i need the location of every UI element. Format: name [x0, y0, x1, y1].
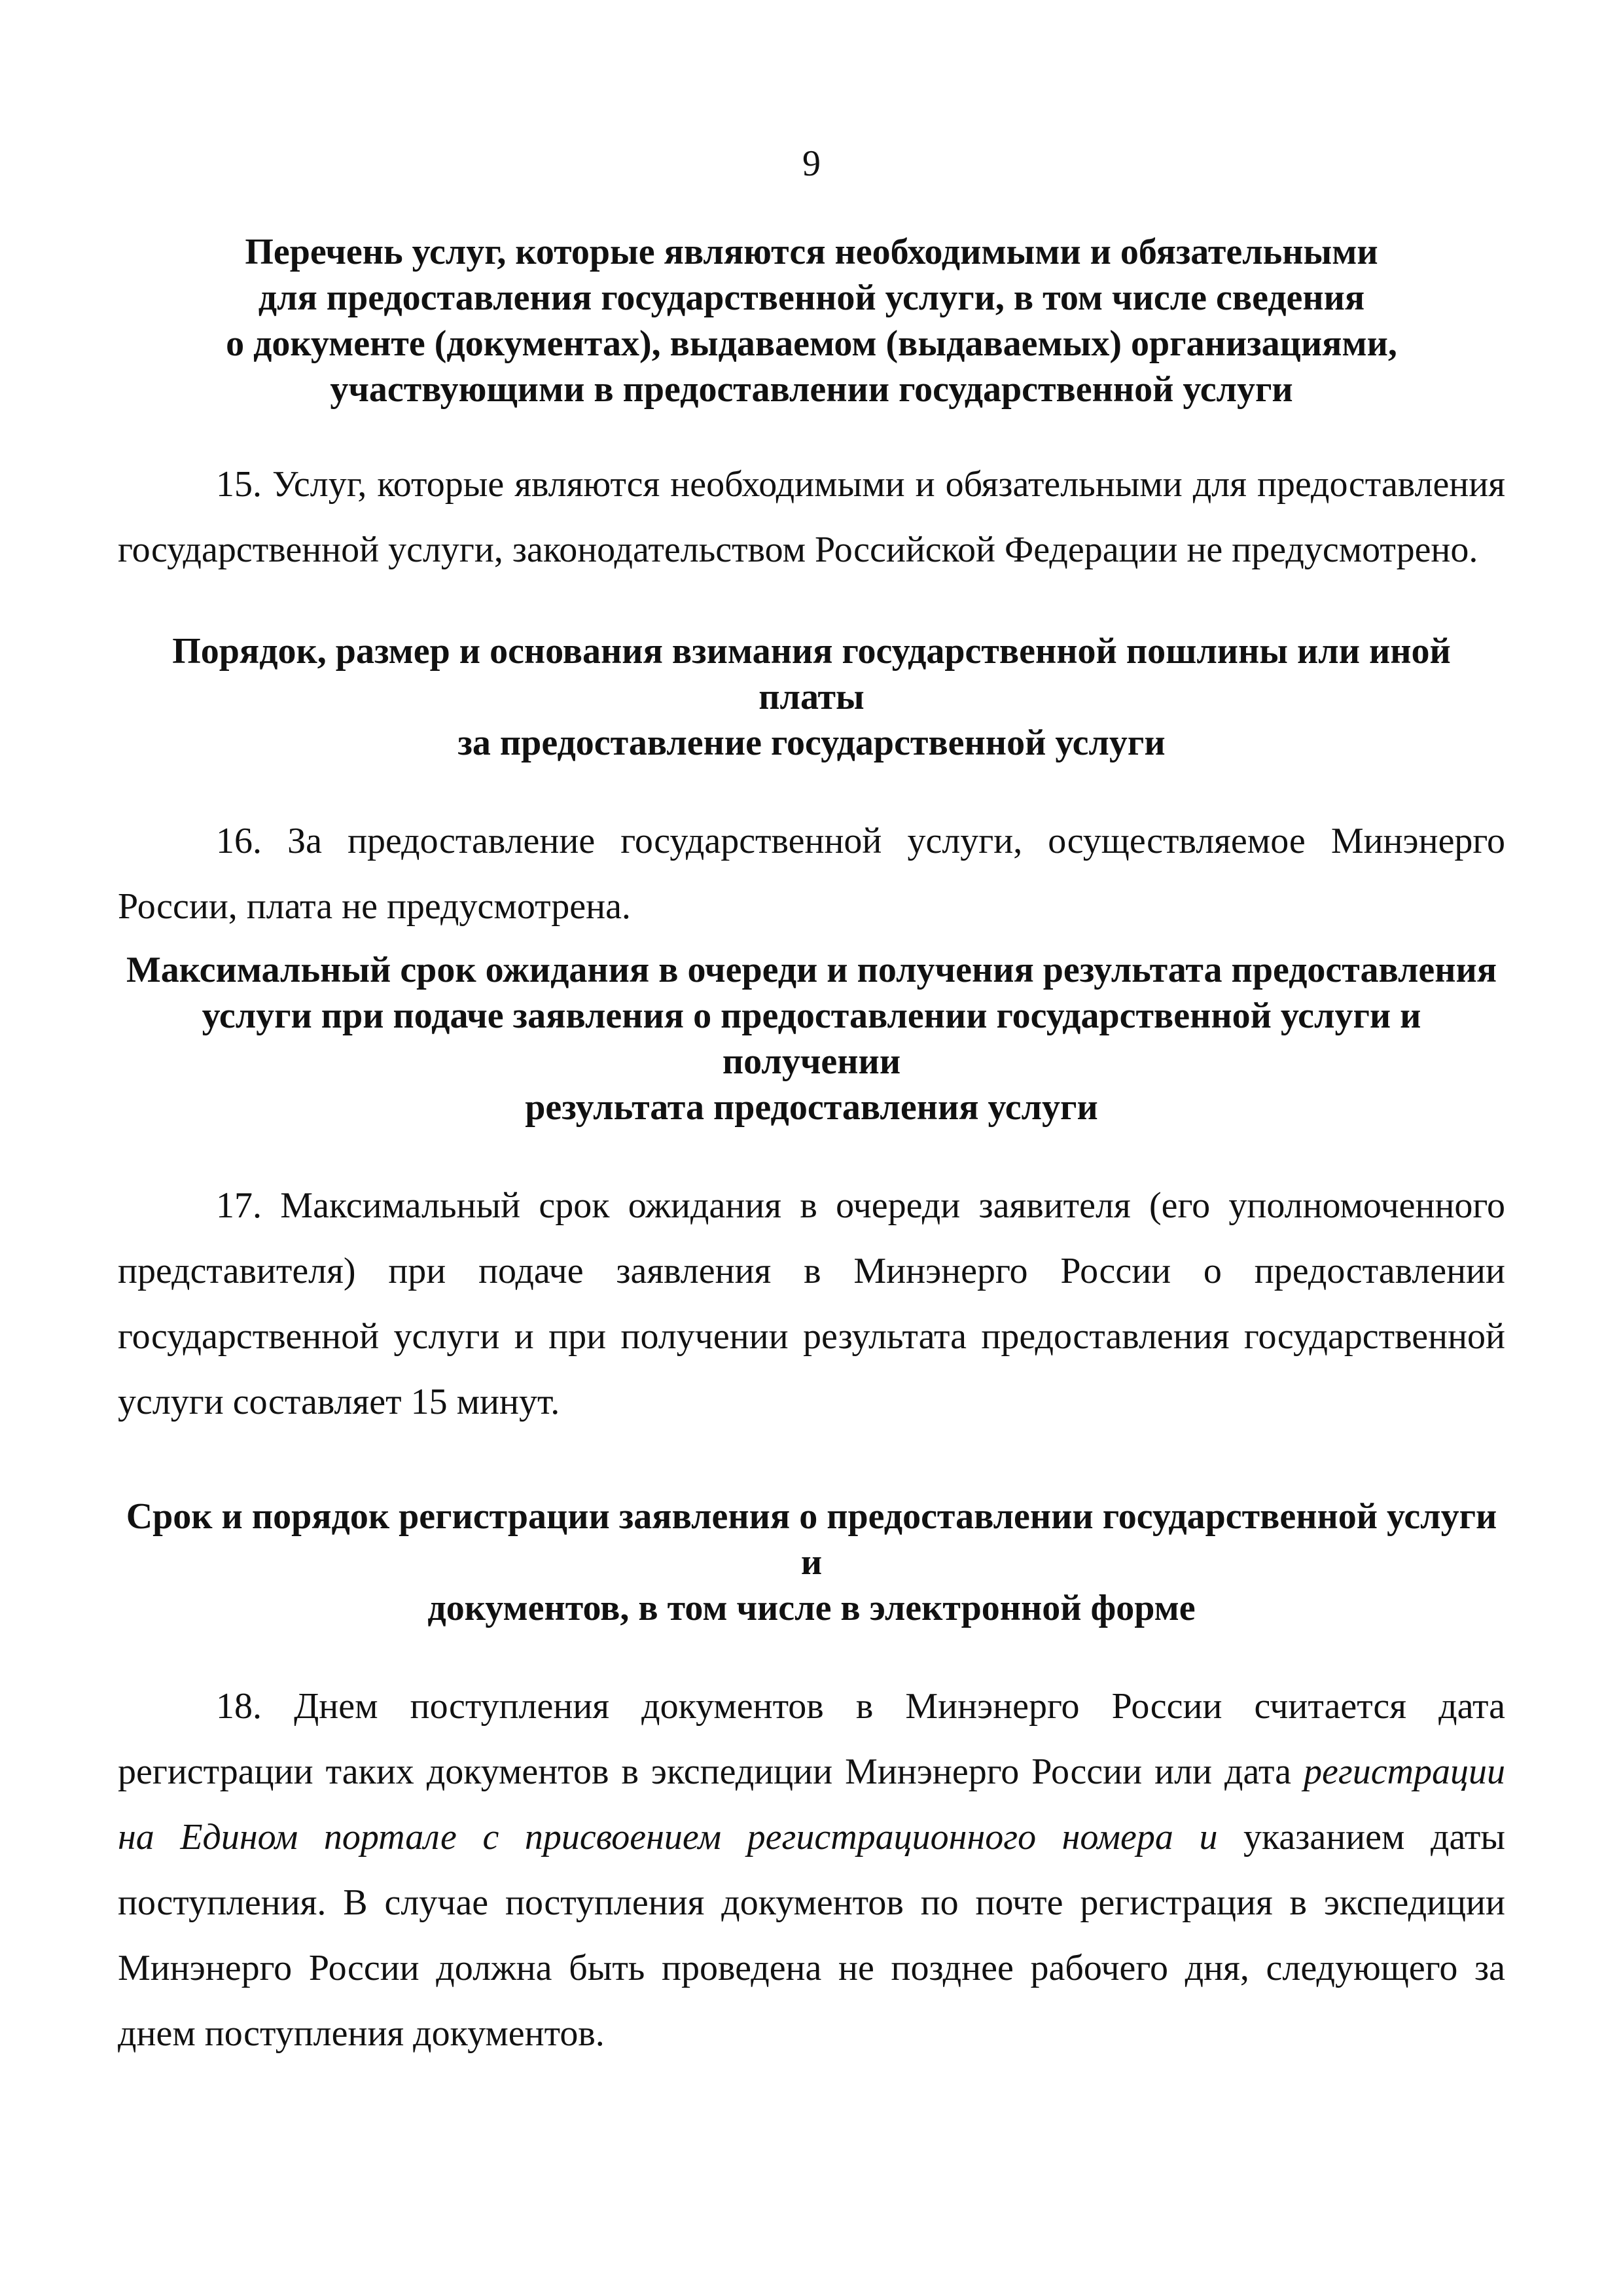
heading-line: за предоставление государственной услуги — [457, 723, 1166, 763]
heading-line: результата предоставления услуги — [525, 1087, 1098, 1128]
heading-line: Срок и порядок регистрации заявления о предоставлении государственной услуги и — [126, 1496, 1497, 1583]
heading-line: участвующими в предоставлении государственной услуги — [330, 369, 1293, 410]
paragraph-15: 15. Услуг, которые являются необходимыми и обязательными для предоставления государственной услуги, законодательством Российской Федерации не предусмотрено. — [118, 464, 1505, 570]
paragraph-18 — [118, 1674, 1505, 2066]
heading-line: о документе (документах), выдаваемом (выдаваемых) организациями, — [226, 323, 1397, 364]
heading-line: Максимальный срок ожидания в очереди и получения результата предоставления — [126, 950, 1497, 990]
section-heading-fee — [118, 628, 1505, 766]
heading-line: Перечень услуг, которые являются необходимыми и обязательными — [245, 232, 1378, 272]
heading-line: услуги при подаче заявления о предоставлении государственной услуги и получении — [202, 996, 1421, 1082]
paragraph-18-italic-text: регистрации на Едином портале с присвоением регистрационного номера и — [118, 1751, 1505, 1857]
section-heading-services-list — [118, 229, 1505, 412]
section-heading-registration — [118, 1494, 1505, 1631]
heading-line: для предоставления государственной услуги, в том числе сведения — [258, 278, 1365, 318]
paragraph-18-text-end: указанием даты поступления. В случае поступления документов по почте регистрация в экспедиции Минэнерго России должна быть проведена не позднее рабочего дня, следующего за днем поступления документов. — [118, 1817, 1505, 2054]
paragraph-17: 17. Максимальный срок ожидания в очереди заявителя (его уполномоченного представителя) при подаче заявления в Минэнерго России о предоставлении государственной услуги и при получении результата предоставления государственной услуги составляет 15 минут. — [118, 1185, 1505, 1422]
document-body — [118, 229, 1505, 2066]
paragraph-16: 16. За предоставление государственной услуги, осуществляемое Минэнерго России, плата не предусмотрена. — [118, 821, 1505, 927]
paragraph-18-text-start: 18. Днем поступления документов в Минэнерго России считается дата регистрации таких документов в экспедиции Минэнерго России или дата — [118, 1686, 1505, 1792]
page-number: 9 — [802, 143, 821, 184]
section-heading-max-wait — [118, 947, 1505, 1130]
heading-line: Порядок, размер и основания взимания государственной пошлины или иной платы — [172, 631, 1451, 717]
heading-line: документов, в том числе в электронной форме — [427, 1588, 1196, 1628]
